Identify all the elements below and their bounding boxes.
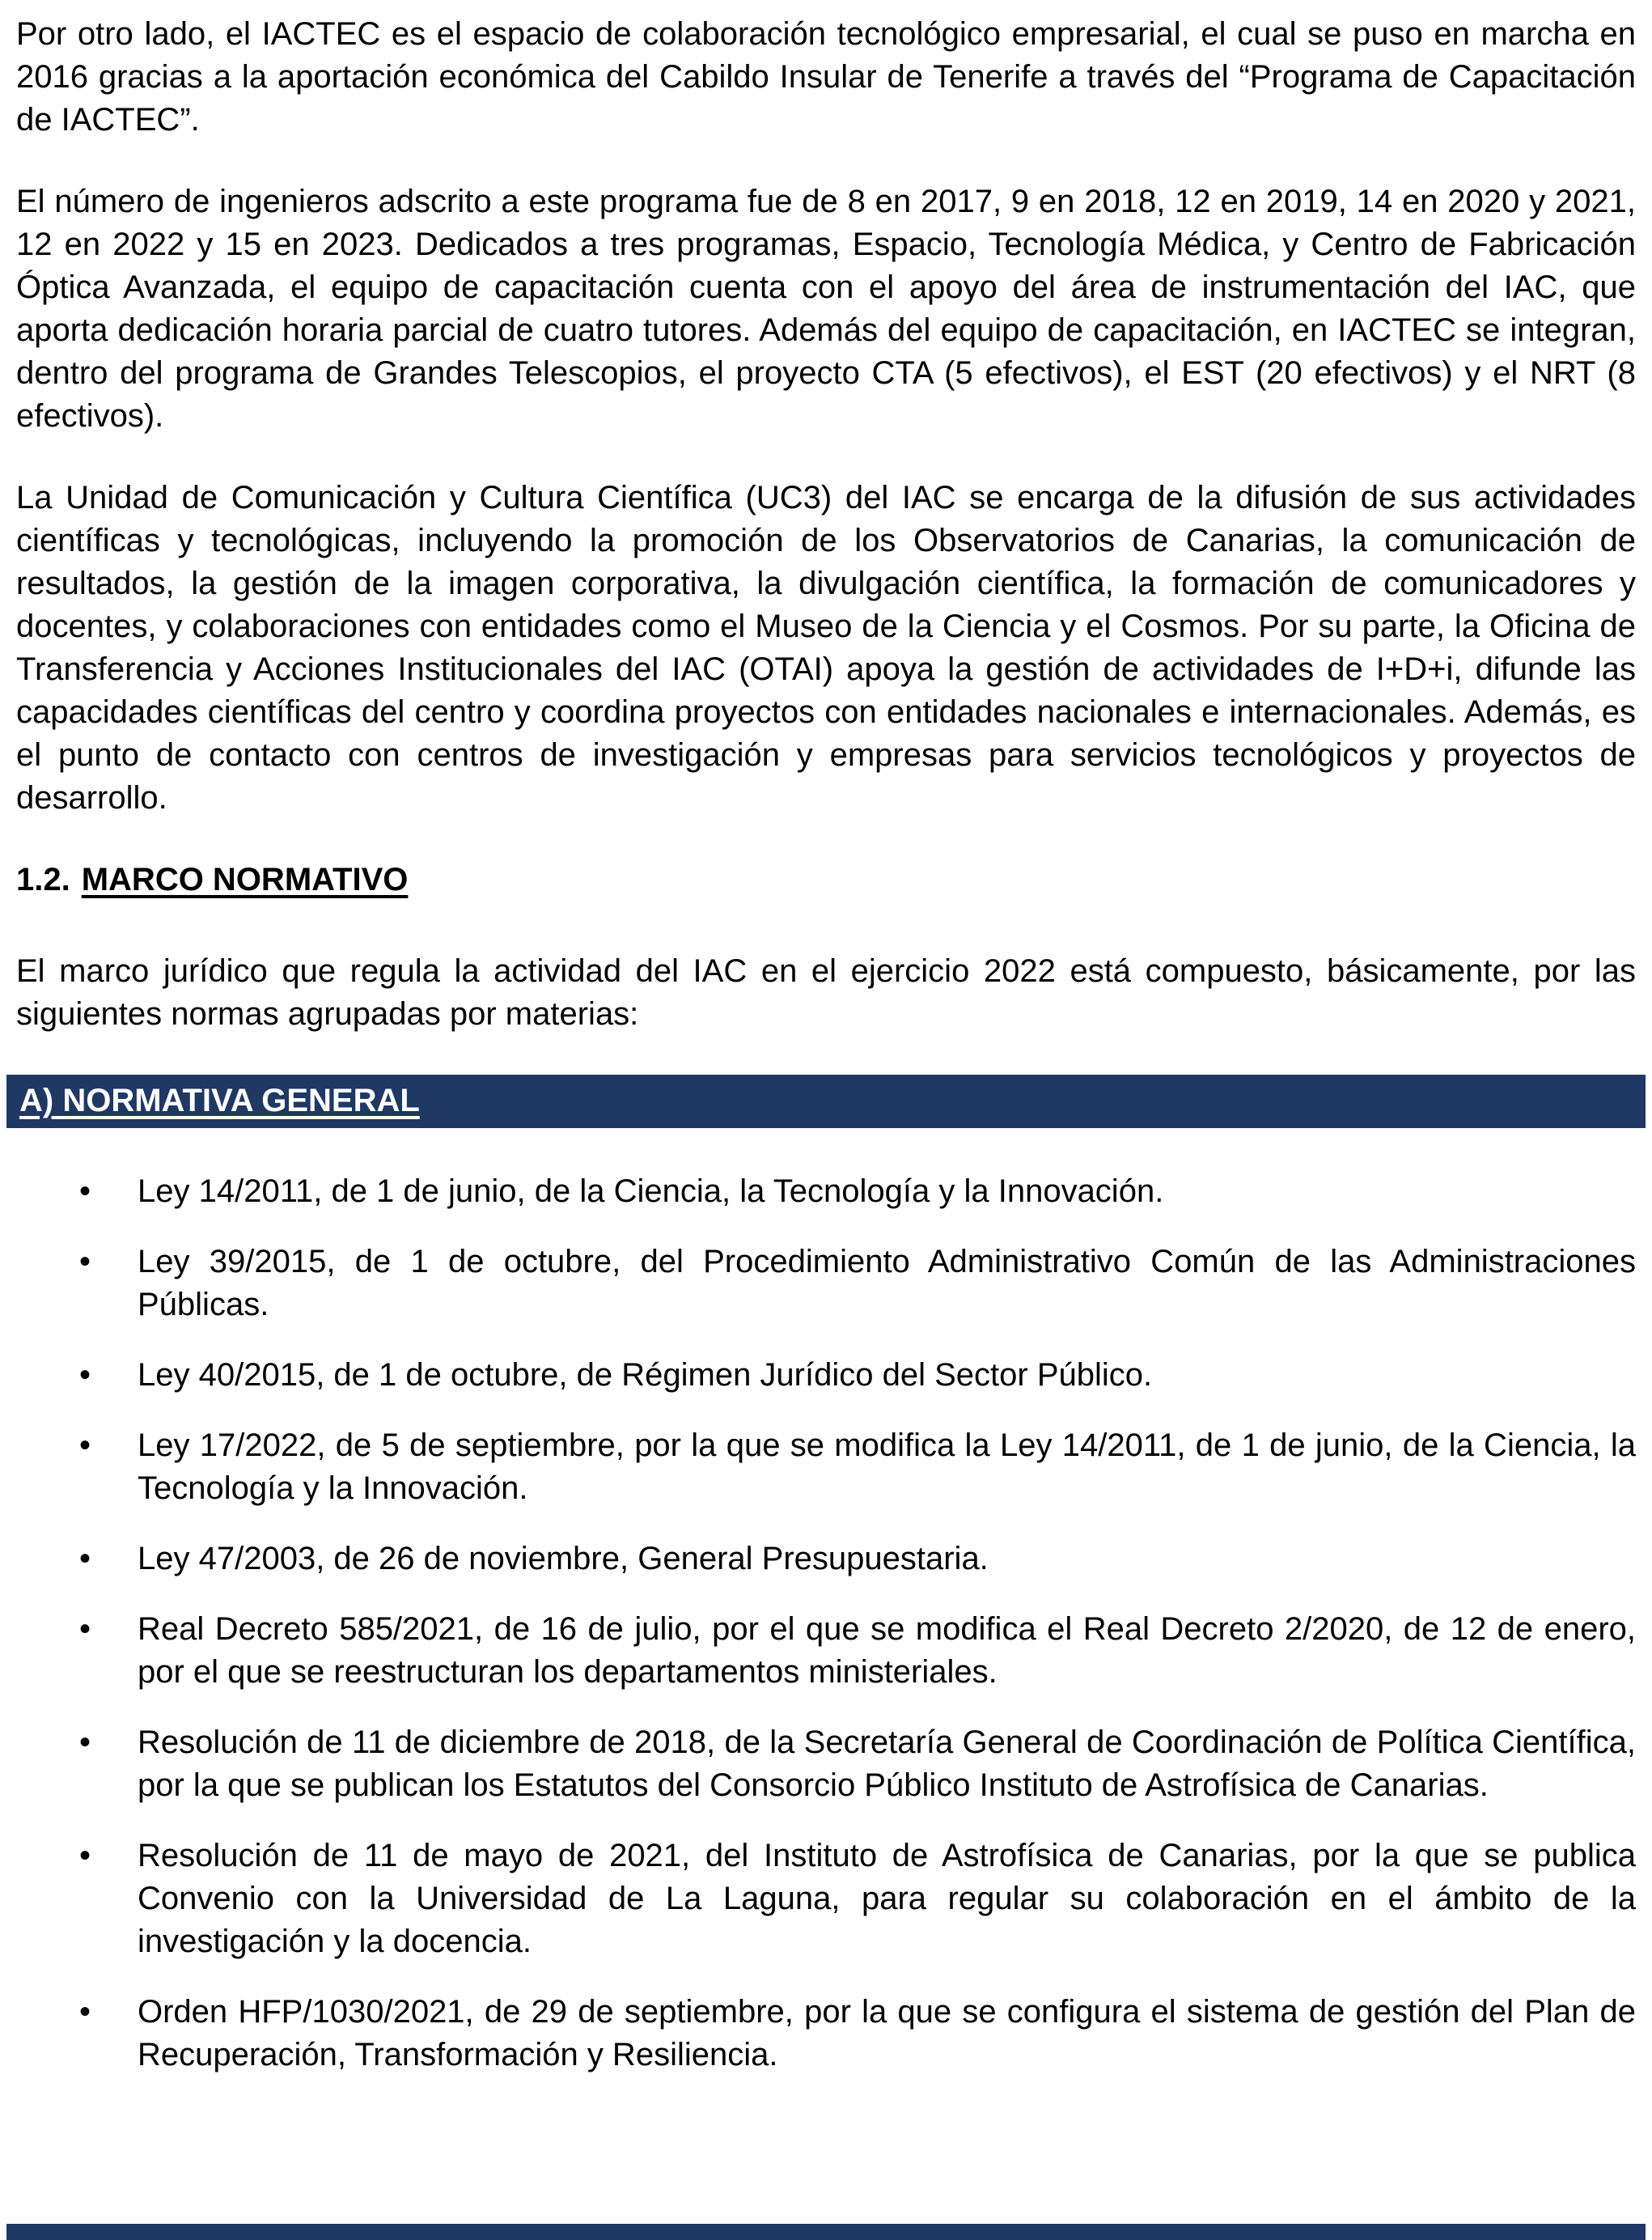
paragraph-iactec: Por otro lado, el IACTEC es el espacio de colaboración tecnológico empresarial, el cual se puso en marcha en 2016 gracias a la aportación económica del Cabildo Insular de Tenerife a través del “Programa de Capacitación de IACTEC”. bbox=[16, 16, 1636, 138]
section-heading-title: MARCO NORMATIVO bbox=[81, 862, 409, 897]
list-item-ley-40-2015: • Ley 40/2015, de 1 de octubre, de Régimen Jurídico del Sector Público. bbox=[16, 1354, 1636, 1397]
section-heading-marco-normativo bbox=[16, 859, 1636, 902]
paragraph-ingenieros: El número de ingenieros adscrito a este programa fue de 8 en 2017, 9 en 2018, 12 en 2019, 14 en 2020 y 2021, 12 en 2022 y 15 en 2023. Dedicados a tres programas, Espacio, Tecnología Médica, y Centro de Fabricación Óptica Avanzada, el equipo de capacitación cuenta con el apoyo del área de instrumentación del IAC, que aporta dedicación horaria parcial de cuatro tutores. Además del equipo de capacitación, en IACTEC se integran, dentro del programa de Grandes Telescopios, el proyecto CTA (5 efectivos), el EST (20 efectivos) y el NRT (8 efectivos). bbox=[16, 184, 1636, 434]
list-item-ley-47-2003: • Ley 47/2003, de 26 de noviembre, General Presupuestaria. bbox=[16, 1538, 1636, 1580]
list-item-resolucion-11-mayo-2021: • Resolución de 11 de mayo de 2021, del Instituto de Astrofísica de Canarias, por la que se publica Convenio con la Universidad de La Laguna, para regular su colaboración en el ámbito de la investigación y la docencia. bbox=[16, 1835, 1636, 1963]
next-section-banner-partial bbox=[6, 2224, 1646, 2240]
list-item-resolucion-11-diciembre-2018: • Resolución de 11 de diciembre de 2018, de la Secretaría General de Coordinación de Política Científica, por la que se publican los Estatutos del Consorcio Público Instituto de Astrofísica de Canarias. bbox=[16, 1721, 1636, 1807]
section-heading-number: 1.2. bbox=[16, 862, 70, 897]
paragraph-marco-intro: El marco jurídico que regula la actividad del IAC en el ejercicio 2022 está compuesto, básicamente, por las siguientes normas agrupadas por materias: bbox=[16, 953, 1636, 1032]
list-item-orden-hfp-1030-2021: • Orden HFP/1030/2021, de 29 de septiembre, por la que se configura el sistema de gestión del Plan de Recuperación, Transformación y Resiliencia. bbox=[16, 1991, 1636, 2077]
list-item-real-decreto-585-2021: • Real Decreto 585/2021, de 16 de julio, por el que se modifica el Real Decreto 2/2020, de 12 de enero, por el que se reestructuran los departamentos ministeriales. bbox=[16, 1608, 1636, 1694]
paragraph-comunicacion-otai: La Unidad de Comunicación y Cultura Científica (UC3) del IAC se encarga de la difusión de sus actividades científicas y tecnológicas, incluyendo la promoción de los Observatorios de Canarias, la comunicación de resultados, la gestión de la imagen corporativa, la divulgación científica, la formación de comunicadores y docentes, y colaboraciones con entidades como el Museo de la Ciencia y el Cosmos. Por su parte, la Oficina de Transferencia y Acciones Institucionales del IAC (OTAI) apoya la gestión de actividades de I+D+i, difunde las capacidades científicas del centro y coordina proyectos con entidades nacionales e internacionales. Además, es el punto de contacto con centros de investigación y empresas para servicios tecnológicos y proyectos de desarrollo. bbox=[16, 480, 1636, 816]
list-item-ley-39-2015: • Ley 39/2015, de 1 de octubre, del Procedimiento Administrativo Común de las Administraciones Públicas. bbox=[16, 1241, 1636, 1326]
list-item-ley-14-2011: • Ley 14/2011, de 1 de junio, de la Ciencia, la Tecnología y la Innovación. bbox=[16, 1170, 1636, 1213]
section-banner-normativa-general bbox=[6, 1075, 1646, 1128]
section-banner-title: A) NORMATIVA GENERAL bbox=[19, 1083, 420, 1118]
normativa-general-list bbox=[16, 1170, 1636, 2077]
list-item-ley-17-2022: • Ley 17/2022, de 5 de septiembre, por la que se modifica la Ley 14/2011, de 1 de junio, de la Ciencia, la Tecnología y la Innovación. bbox=[16, 1424, 1636, 1510]
